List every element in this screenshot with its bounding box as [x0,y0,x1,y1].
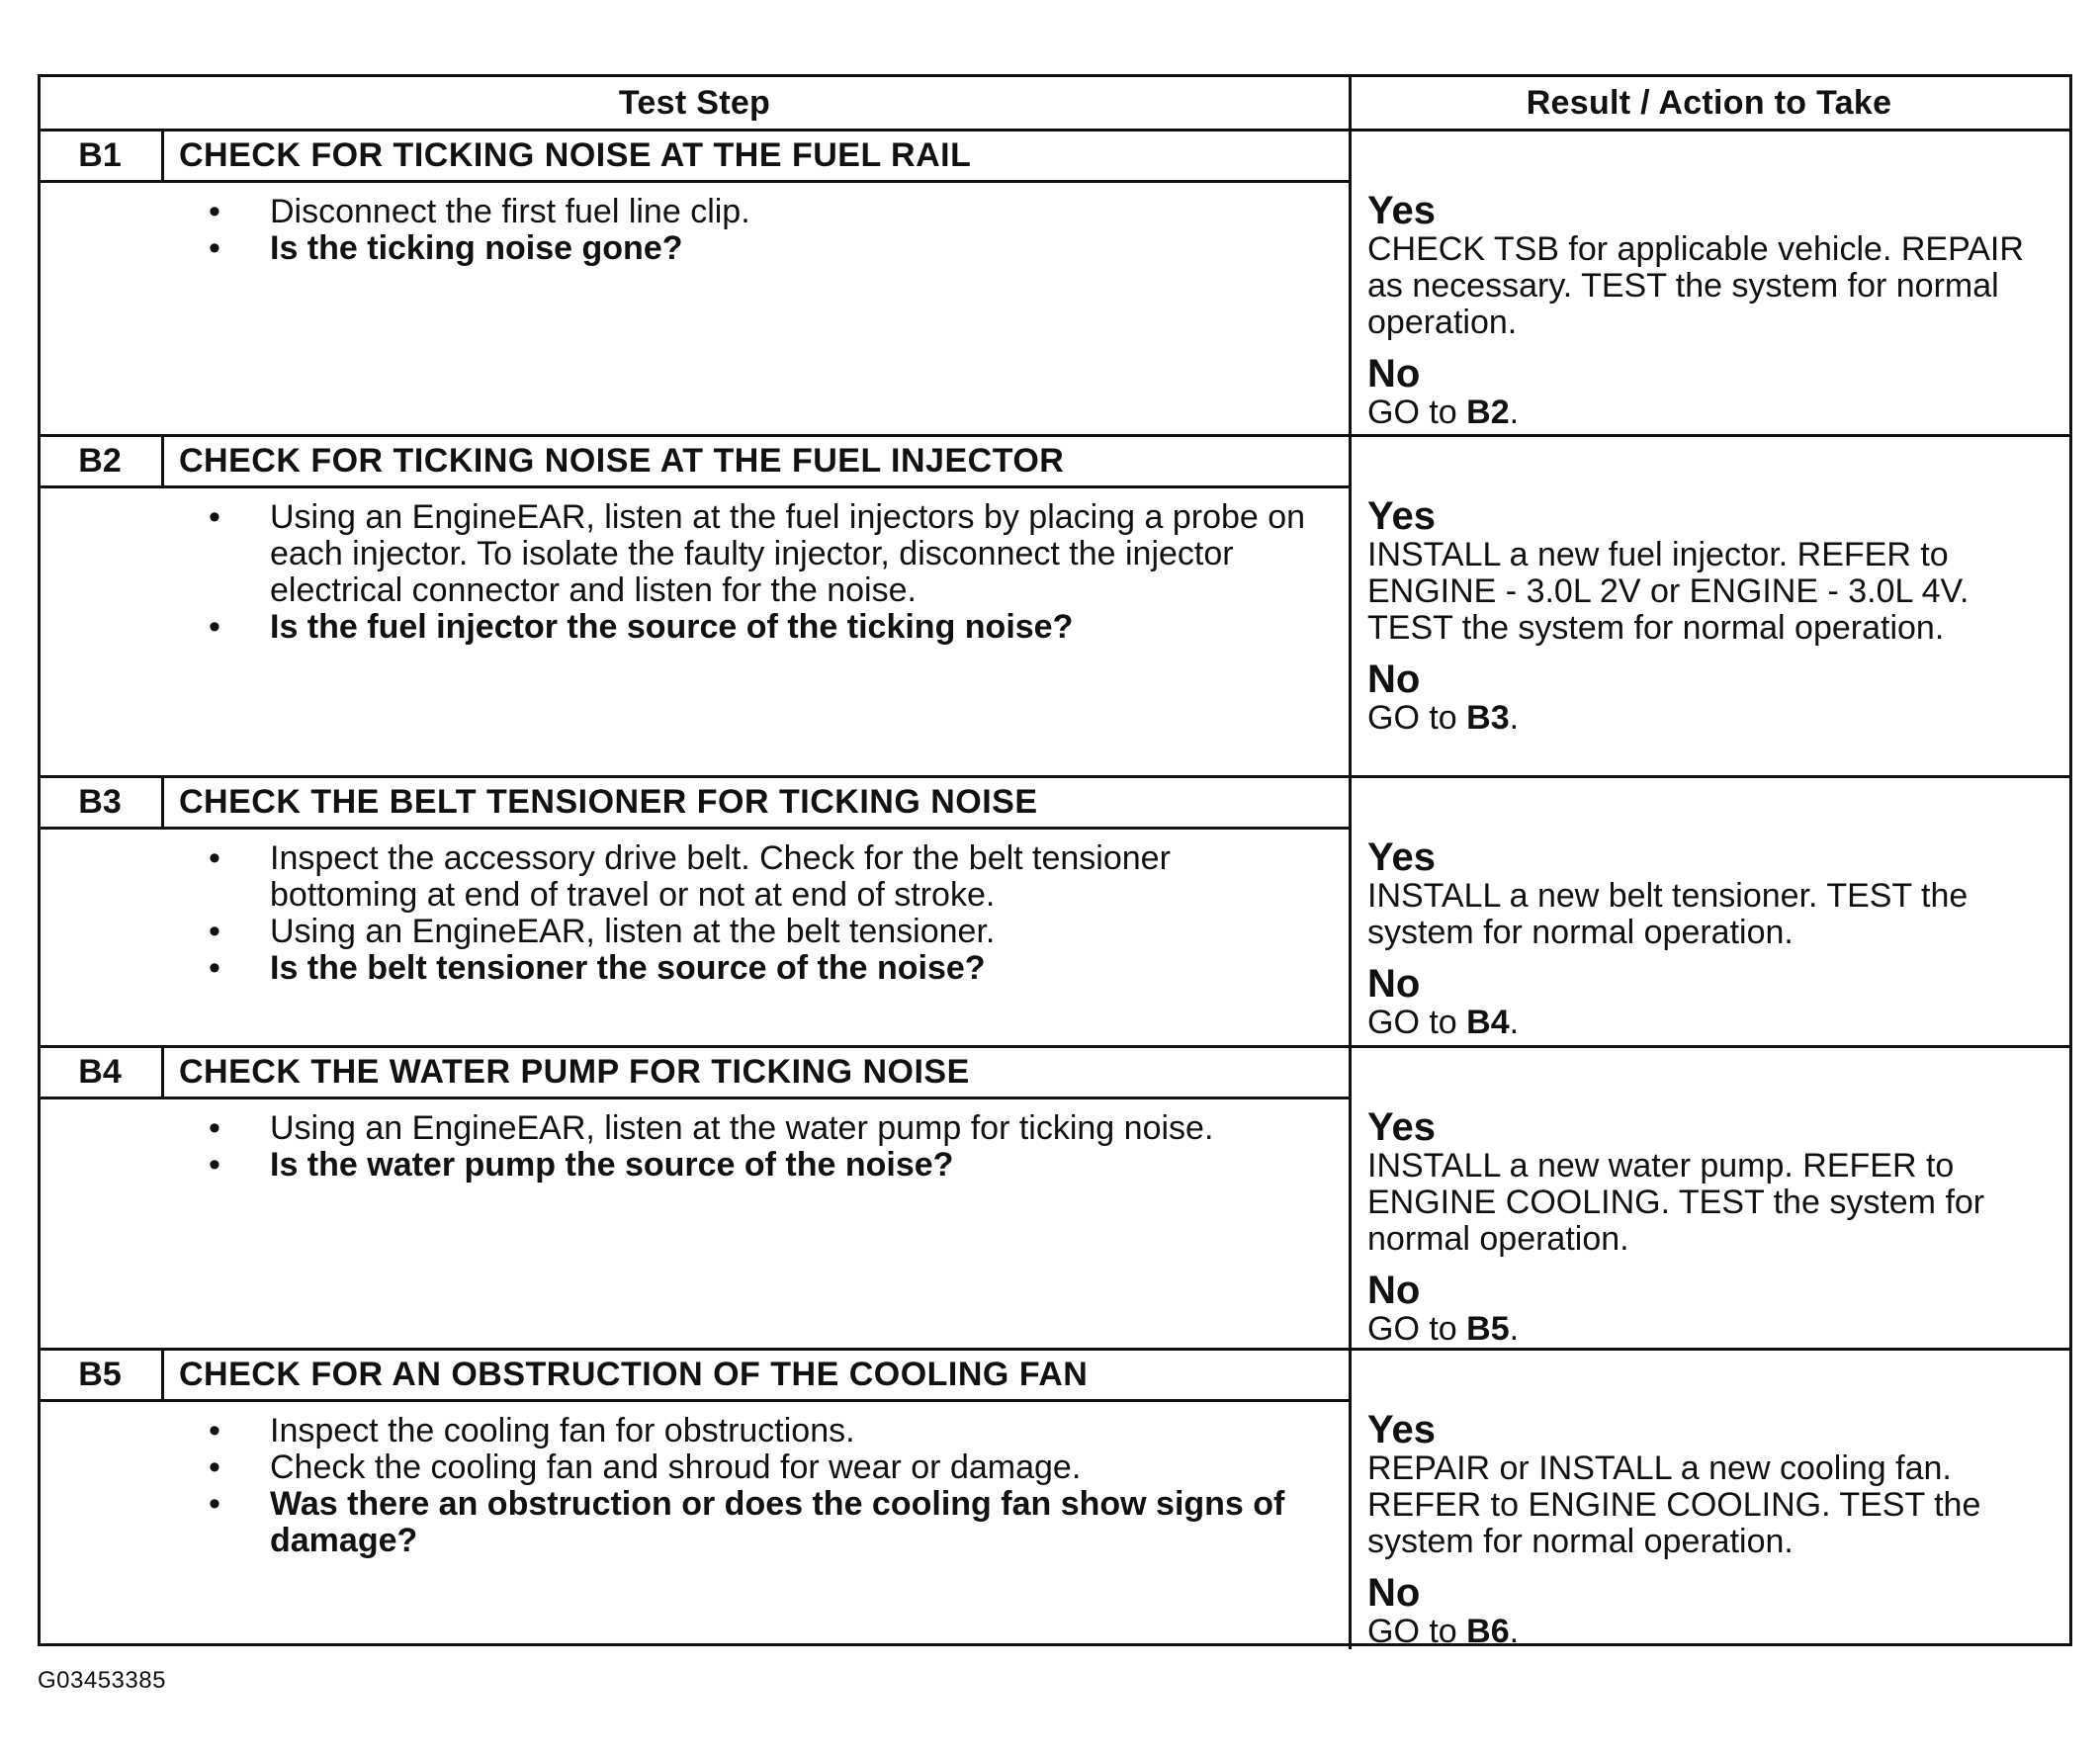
result-action [1367,190,2050,443]
no-action [1367,1311,2050,1348]
step-question: • Was there an obstruction or does the cooling fan show signs of damage? [209,1486,1316,1559]
step-id-divider [161,1045,164,1097]
step-title-divider [41,827,1349,830]
step-instructions [209,840,1316,987]
no-action-suffix: . [1509,699,1520,737]
step-title-divider [41,1097,1349,1099]
step-title: CHECK FOR TICKING NOISE AT THE FUEL RAIL [179,136,972,174]
no-label: No [1367,1571,1421,1615]
no-label: No [1367,1269,1421,1312]
yes-label: Yes [1367,835,1436,879]
step-id-divider [161,775,164,827]
column-header-test-step: Test Step [618,84,771,122]
row-divider [41,129,2069,132]
no-action-prefix: GO to [1367,1310,1467,1348]
step-id: B2 [78,442,122,480]
no-action-suffix: . [1509,1613,1520,1650]
step-question: • Is the fuel injector the source of the ticking noise? [209,609,1316,646]
no-action-prefix: GO to [1367,1004,1467,1041]
row-divider [41,1348,2069,1351]
step-id-divider [161,1348,164,1399]
yes-label: Yes [1367,1105,1436,1149]
result-action [1367,836,2050,1053]
result-action [1367,495,2050,748]
yes-label: Yes [1367,189,1436,232]
next-step-reference: B4 [1466,1004,1510,1041]
no-action-prefix: GO to [1367,699,1467,737]
no-action-suffix: . [1509,1004,1520,1041]
step-question: • Is the belt tensioner the source of the noise? [209,950,1316,987]
step-instructions [209,499,1316,646]
next-step-reference: B6 [1466,1613,1510,1650]
step-id: B5 [78,1356,122,1393]
result-action [1367,1106,2050,1360]
no-action [1367,395,2050,431]
step-instructions [209,1413,1316,1559]
no-action-prefix: GO to [1367,1613,1467,1650]
step-id-divider [161,434,164,485]
step-instruction: • Using an EngineEAR, listen at the water pump for ticking noise. [209,1110,1316,1147]
yes-action: CHECK TSB for applicable vehicle. REPAIR as necessary. TEST the system for normal operation. [1367,230,2024,341]
step-instruction: • Inspect the accessory drive belt. Check for the belt tensioner bottoming at end of travel or not at end of stroke. [209,840,1316,914]
next-step-reference: B5 [1466,1310,1510,1348]
next-step-reference: B2 [1466,394,1510,431]
step-instructions [209,194,1316,267]
yes-label: Yes [1367,494,1436,538]
next-step-reference: B3 [1466,699,1510,737]
no-label: No [1367,962,1421,1006]
yes-action: INSTALL a new belt tensioner. TEST the system for normal operation. [1367,877,1969,951]
column-header-result-action: Result / Action to Take [1526,84,1892,122]
no-action-suffix: . [1509,394,1520,431]
no-action [1367,1005,2050,1041]
step-title: CHECK FOR AN OBSTRUCTION OF THE COOLING FAN [179,1356,1089,1393]
step-id-divider [161,129,164,180]
step-instruction: • Disconnect the first fuel line clip. [209,194,1316,230]
diagnostic-table [38,74,2072,1650]
step-id: B1 [78,136,122,174]
step-id: B3 [78,783,122,821]
no-action [1367,700,2050,737]
yes-action: INSTALL a new water pump. REFER to ENGINE COOLING. TEST the system for normal operation. [1367,1147,1985,1258]
step-id: B4 [78,1053,122,1091]
step-question: • Is the ticking noise gone? [209,230,1316,267]
no-action-suffix: . [1509,1310,1520,1348]
step-title-divider [41,485,1349,488]
step-instruction: • Using an EngineEAR, listen at the belt tensioner. [209,914,1316,950]
result-action [1367,1409,2050,1662]
column-divider [1349,77,1352,1649]
no-label: No [1367,658,1421,701]
no-action [1367,1614,2050,1650]
yes-action: REPAIR or INSTALL a new cooling fan. REFER to ENGINE COOLING. TEST the system for normal operation. [1367,1449,1981,1560]
step-instruction: • Using an EngineEAR, listen at the fuel injectors by placing a probe on each injector. To isolate the faulty injector, disconnect the injector electrical connector and listen for the noise. [209,499,1316,609]
step-question: • Is the water pump the source of the noise? [209,1147,1316,1184]
step-instruction: • Check the cooling fan and shroud for wear or damage. [209,1449,1316,1486]
step-title-divider [41,180,1349,183]
row-divider [41,775,2069,778]
step-title: CHECK THE WATER PUMP FOR TICKING NOISE [179,1053,970,1091]
step-title: CHECK FOR TICKING NOISE AT THE FUEL INJECTOR [179,442,1065,480]
row-divider [41,434,2069,437]
step-title-divider [41,1399,1349,1402]
row-divider [41,1045,2069,1048]
no-action-prefix: GO to [1367,394,1467,431]
step-title: CHECK THE BELT TENSIONER FOR TICKING NOISE [179,783,1038,821]
yes-action: INSTALL a new fuel injector. REFER to ENGINE - 3.0L 2V or ENGINE - 3.0L 4V. TEST the system for normal operation. [1367,536,1969,647]
figure-id: G03453385 [38,1667,166,1694]
step-instructions [209,1110,1316,1184]
step-instruction: • Inspect the cooling fan for obstructions. [209,1413,1316,1449]
yes-label: Yes [1367,1408,1436,1451]
no-label: No [1367,352,1421,395]
